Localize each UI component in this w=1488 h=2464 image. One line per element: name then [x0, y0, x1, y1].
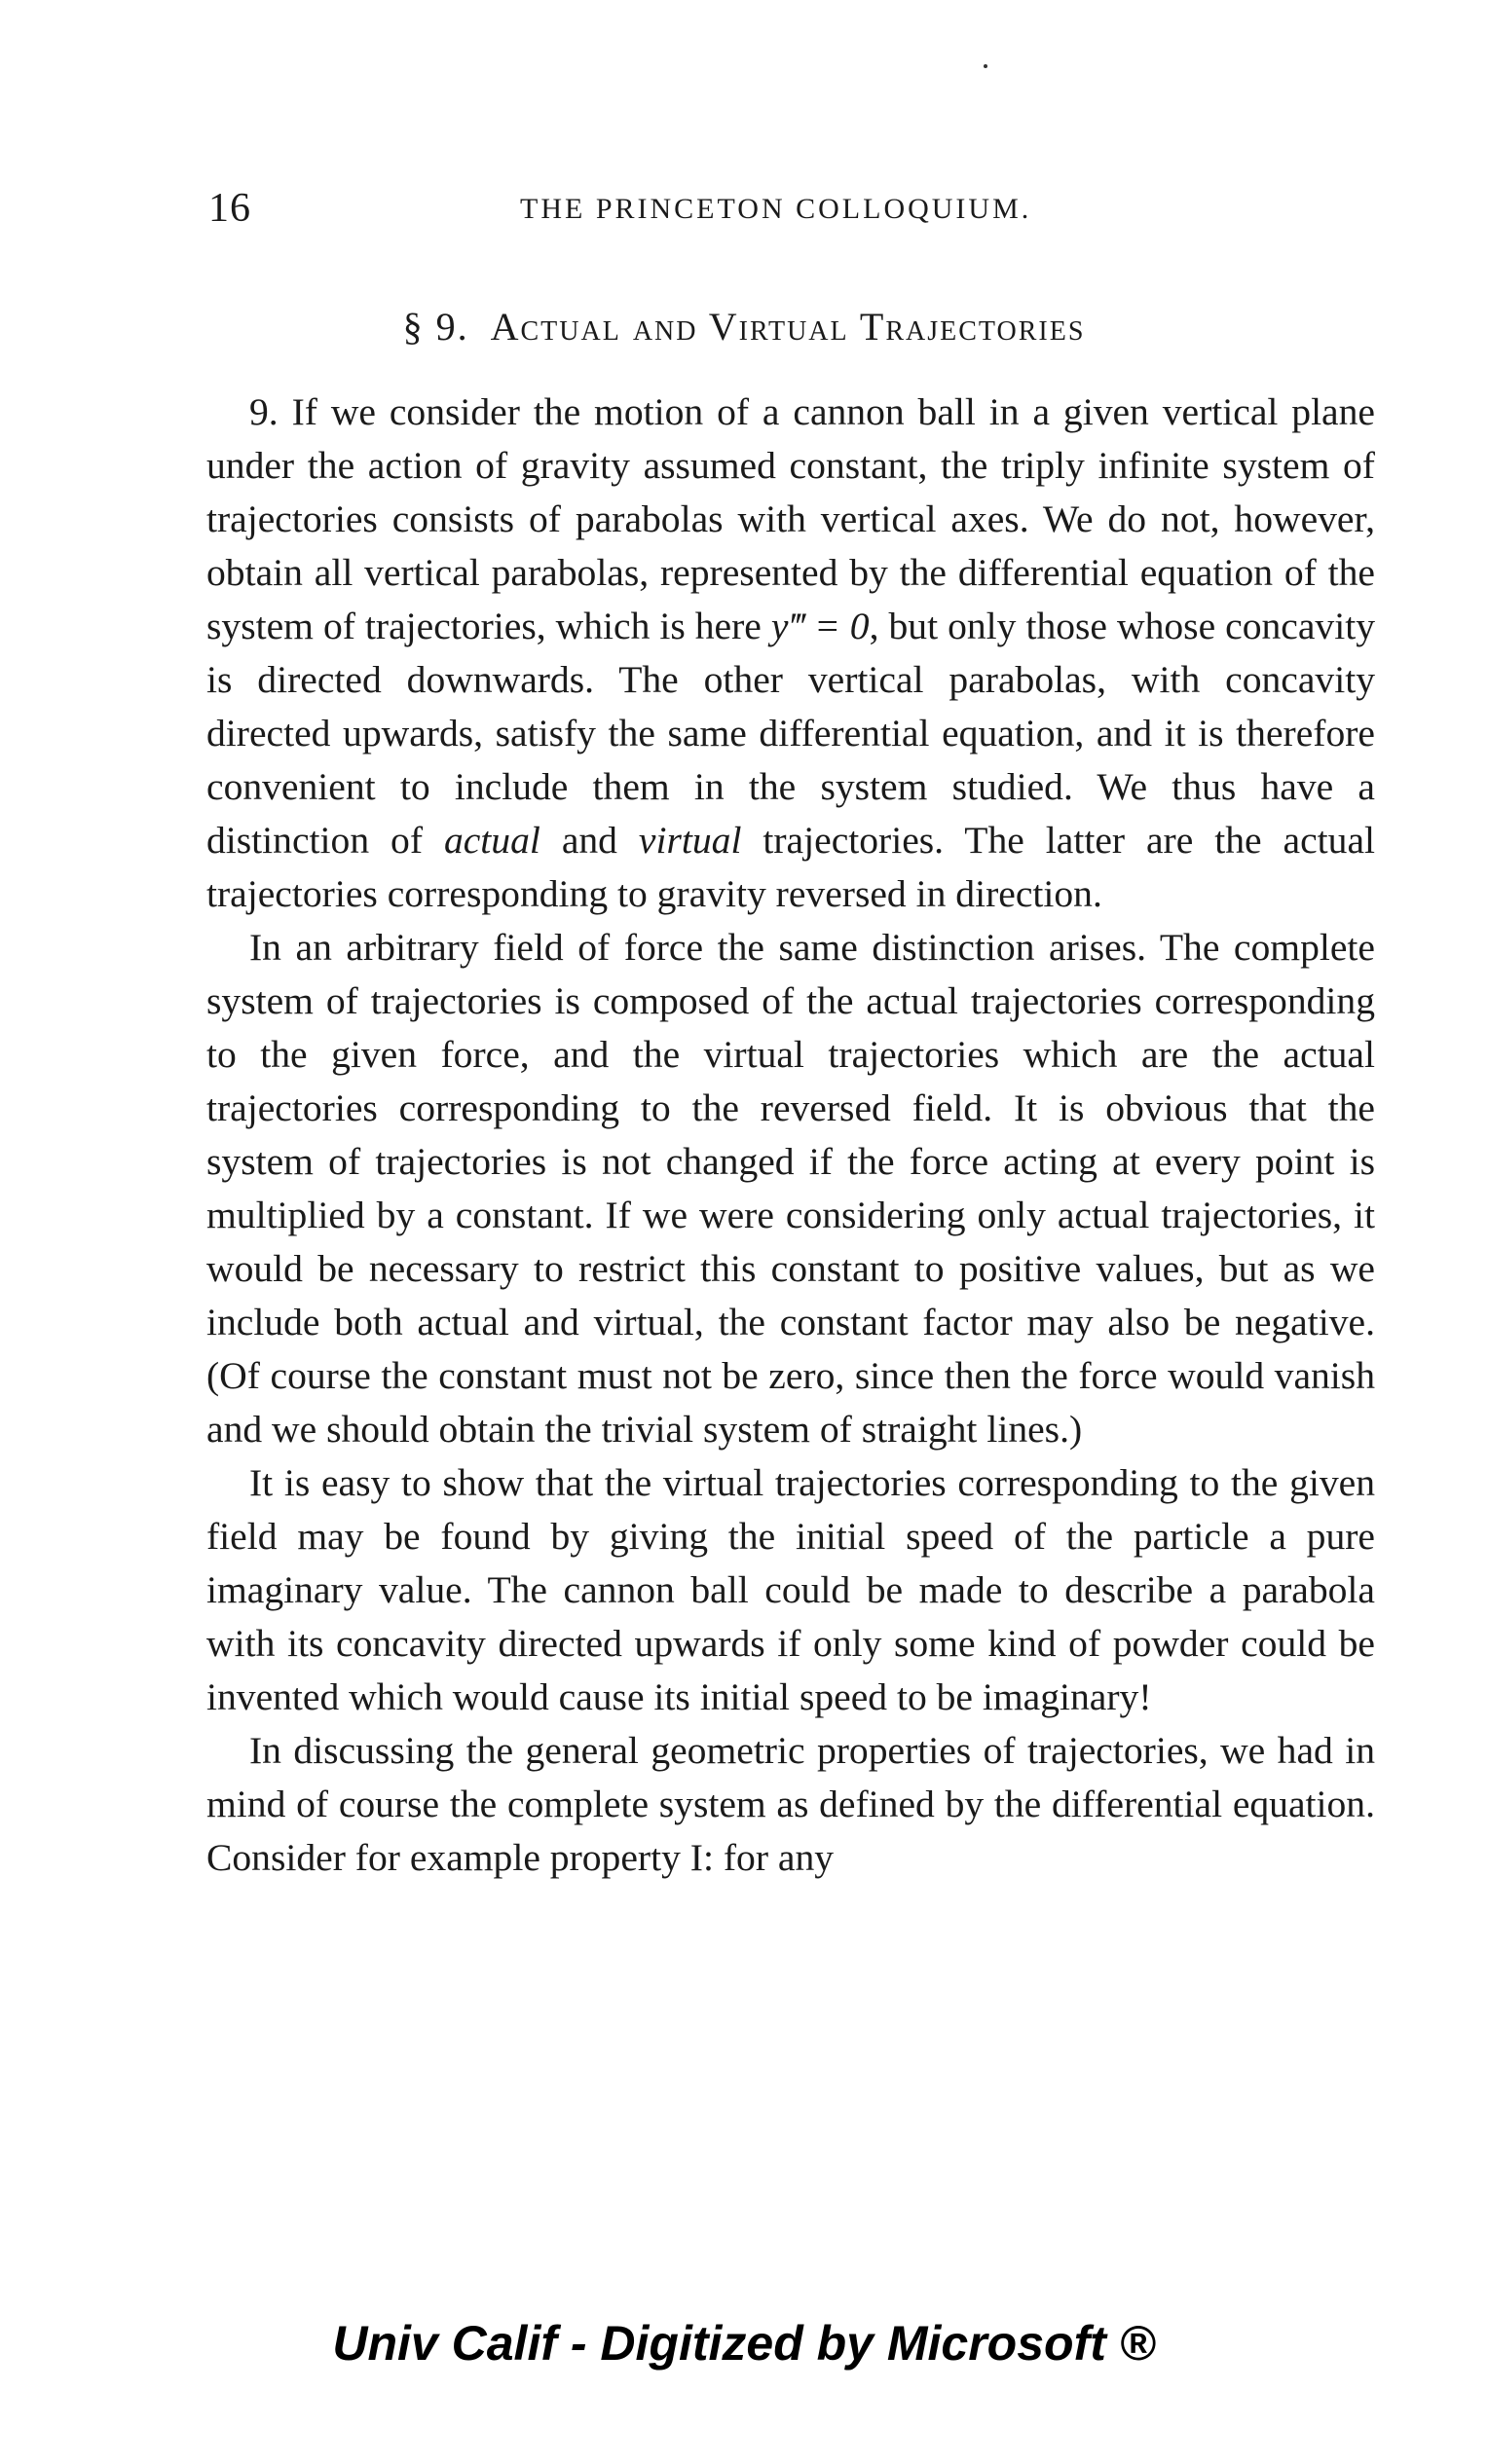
paragraph-1-part-a: 9. If we consider the motion of a cannon ball in a given vertical plane under the action of gravity assumed constant, the triply infinite system of trajectories consists of parabolas with vertical axes. We do not, however, obtain all vertical parabolas, represented by the differential equation of the system of trajectories, which is here: [206, 390, 1375, 647]
page-number: 16: [208, 186, 251, 231]
digitization-watermark: Univ Calif - Digitized by Microsoft ®: [332, 2316, 1156, 2371]
running-title: THE PRINCETON COLLOQUIUM.: [520, 193, 1032, 225]
paragraph-1-part-c: and: [539, 819, 639, 862]
equation-inline: y‴ = 0: [770, 605, 870, 647]
section-heading: [0, 304, 1488, 349]
paragraph-1-part-b: , but only those whose concavity is directed downwards. The other vertical parabolas, with concavity directed upwards, satisfy the same differential equation, and it is therefore convenient to include them in the system studied. We thus have a distinction of: [206, 605, 1375, 862]
section-title: Actual and Virtual Trajectories: [490, 305, 1086, 349]
paragraph-4: In discussing the general geometric properties of trajectories, we had in mind of course the complete system as defined by the differential equation. Consider for example property I: for any: [206, 1729, 1375, 1879]
body-text: [206, 386, 1375, 1885]
emphasis-virtual: virtual: [638, 819, 742, 862]
paragraph-1: [206, 386, 1375, 921]
running-head: [208, 185, 1377, 239]
section-number: § 9.: [402, 305, 469, 349]
paragraph-2: In an arbitrary field of force the same distinction arises. The complete system of trajectories is composed of the actual trajectories corresponding to the given force, and the virtual trajectories which are the actual trajectories corresponding to the reversed field. It is obvious that the system of trajectories is not changed if the force acting at every point is multiplied by a constant. If we were considering only actual trajectories, it would be necessary to restrict this constant to positive values, but as we include both actual and virtual, the constant factor may also be negative. (Of course the constant must not be zero, since then the force would vanish and we should obtain the trivial system of straight lines.): [206, 926, 1375, 1451]
paragraph-1-part-d: trajectories. The latter are the actual trajectories corresponding to gravity reversed in direction.: [206, 819, 1376, 915]
paragraph-3: It is easy to show that the virtual trajectories corresponding to the given field may be found by giving the initial speed of the particle a pure imaginary value. The cannon ball could be made to describe a parabola with its concavity directed upwards if only some kind of powder could be invented which would cause its initial speed to be imaginary!: [206, 1461, 1375, 1718]
scan-speck: [984, 64, 987, 68]
emphasis-actual: actual: [443, 819, 540, 862]
